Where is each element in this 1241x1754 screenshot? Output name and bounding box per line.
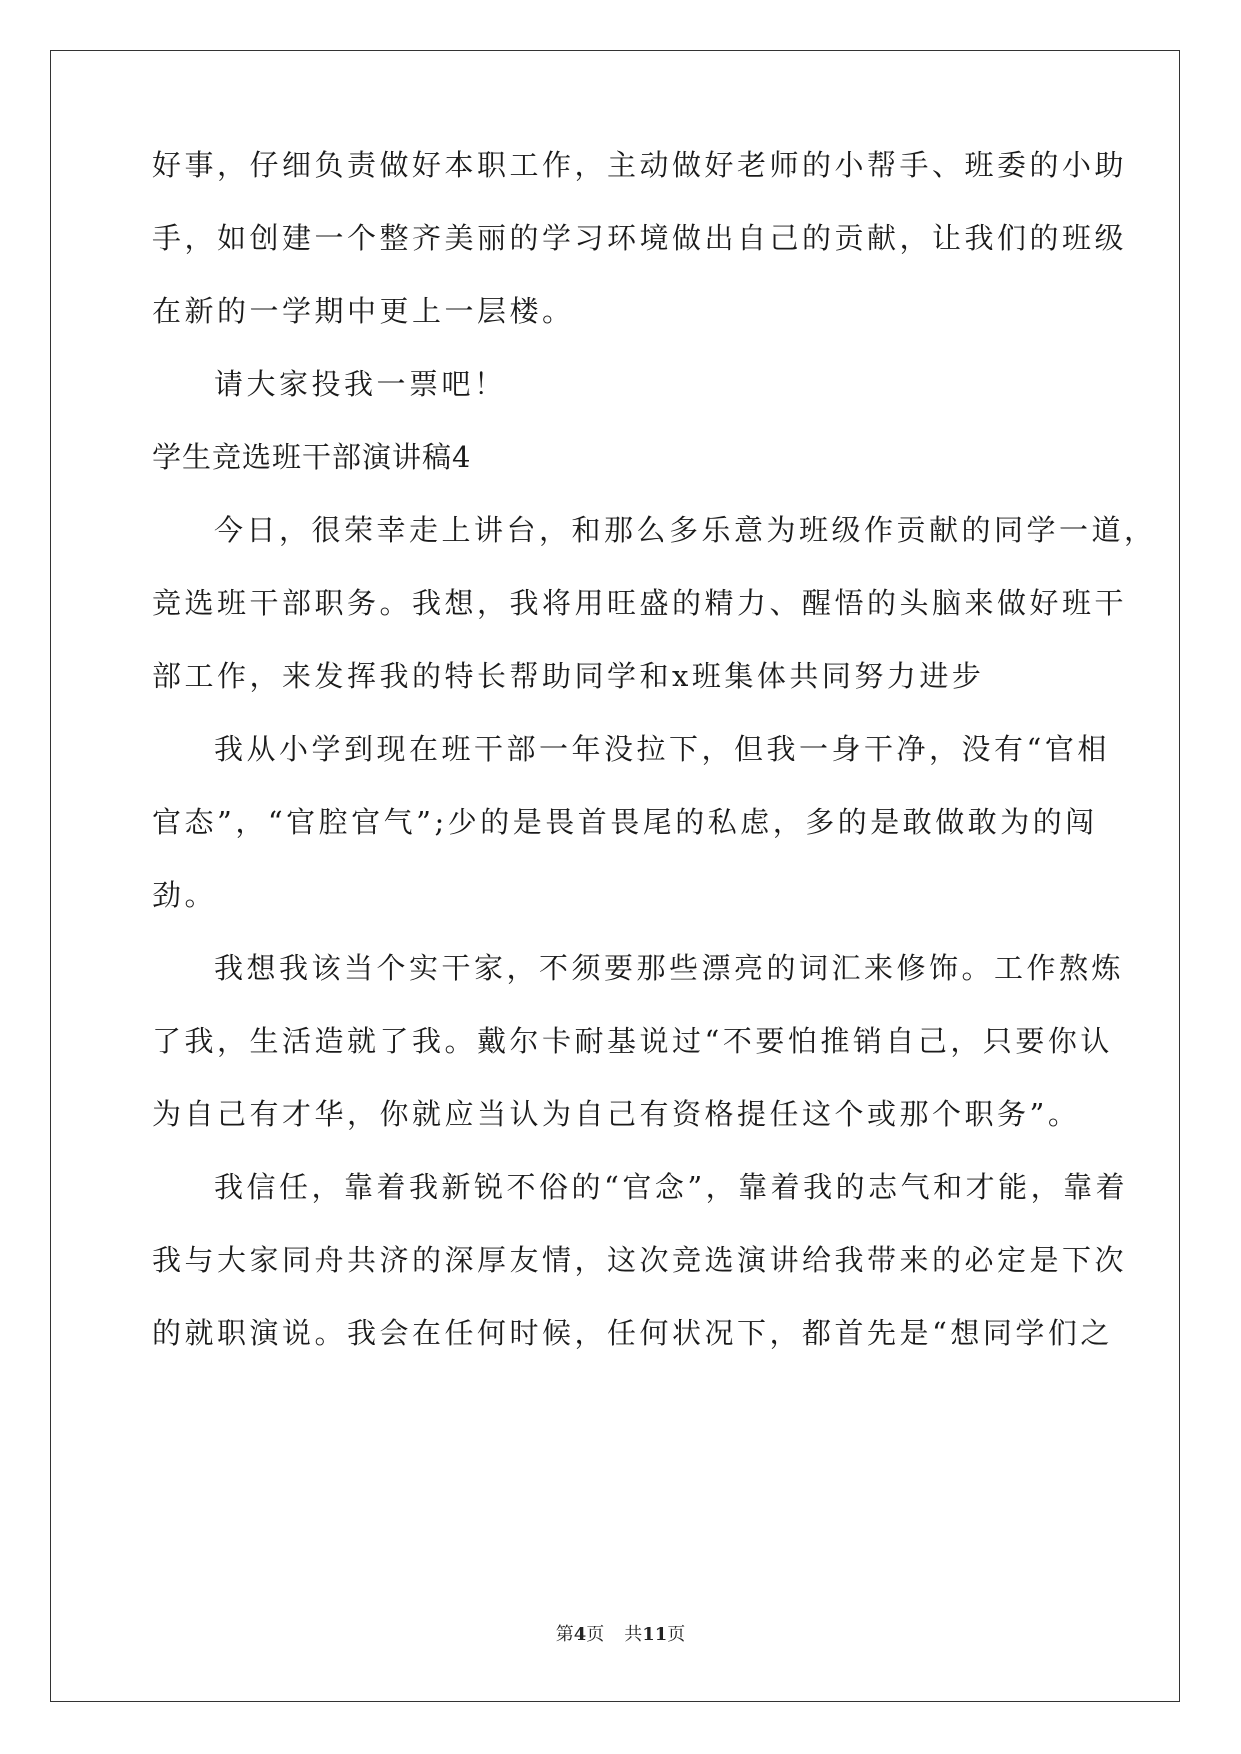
body-line: 了我，生活造就了我。戴尔卡耐基说过“不要怕推销自己，只要你认 (152, 1024, 1113, 1058)
body-line: 我与大家同舟共济的深厚友情，这次竞选演讲给我带来的必定是下次 (152, 1243, 1128, 1277)
body-line: 劲。 (152, 878, 218, 912)
body-line: 我想我该当个实干家，不须要那些漂亮的词汇来修饰。工作熬炼 (214, 951, 1125, 985)
page-footer (0, 1620, 1241, 1646)
page-number: 4 (573, 1624, 587, 1645)
body-line: 官态”，“官腔官气”;少的是畏首畏尾的私虑，多的是敢做敢为的闯 (152, 805, 1098, 839)
body-line: 我从小学到现在班干部一年没拉下，但我一身干净，没有“官相 (214, 732, 1110, 766)
footer-total-prefix: 共 (624, 1624, 643, 1645)
body-line: 竞选班干部职务。我想，我将用旺盛的精力、醒悟的头脑来做好班干 (152, 586, 1128, 620)
body-line: 今日，很荣幸走上讲台，和那么多乐意为班级作贡献的同学一道， (214, 513, 1157, 547)
body-line: 在新的一学期中更上一层楼。 (152, 294, 575, 328)
body-line: 好事，仔细负责做好本职工作，主动做好老师的小帮手、班委的小助 (152, 148, 1128, 182)
body-line: 请大家投我一票吧！ (214, 367, 507, 401)
footer-suffix: 页 (667, 1624, 686, 1645)
section-heading: 学生竞选班干部演讲稿4 (152, 440, 472, 474)
footer-prefix: 第 (555, 1624, 574, 1645)
body-line: 我信任，靠着我新锐不俗的“官念”，靠着我的志气和才能，靠着 (214, 1170, 1129, 1204)
footer-mid: 页 (586, 1624, 605, 1645)
body-line: 部工作，来发挥我的特长帮助同学和x班集体共同努力进步 (152, 659, 985, 693)
body-line: 手，如创建一个整齐美丽的学习环境做出自己的贡献，让我们的班级 (152, 221, 1128, 255)
total-pages: 11 (642, 1624, 668, 1645)
body-line: 的就职演说。我会在任何时候，任何状况下，都首先是“想同学们之 (152, 1316, 1113, 1350)
body-line: 为自己有才华，你就应当认为自己有资格提任这个或那个职务”。 (152, 1097, 1081, 1131)
